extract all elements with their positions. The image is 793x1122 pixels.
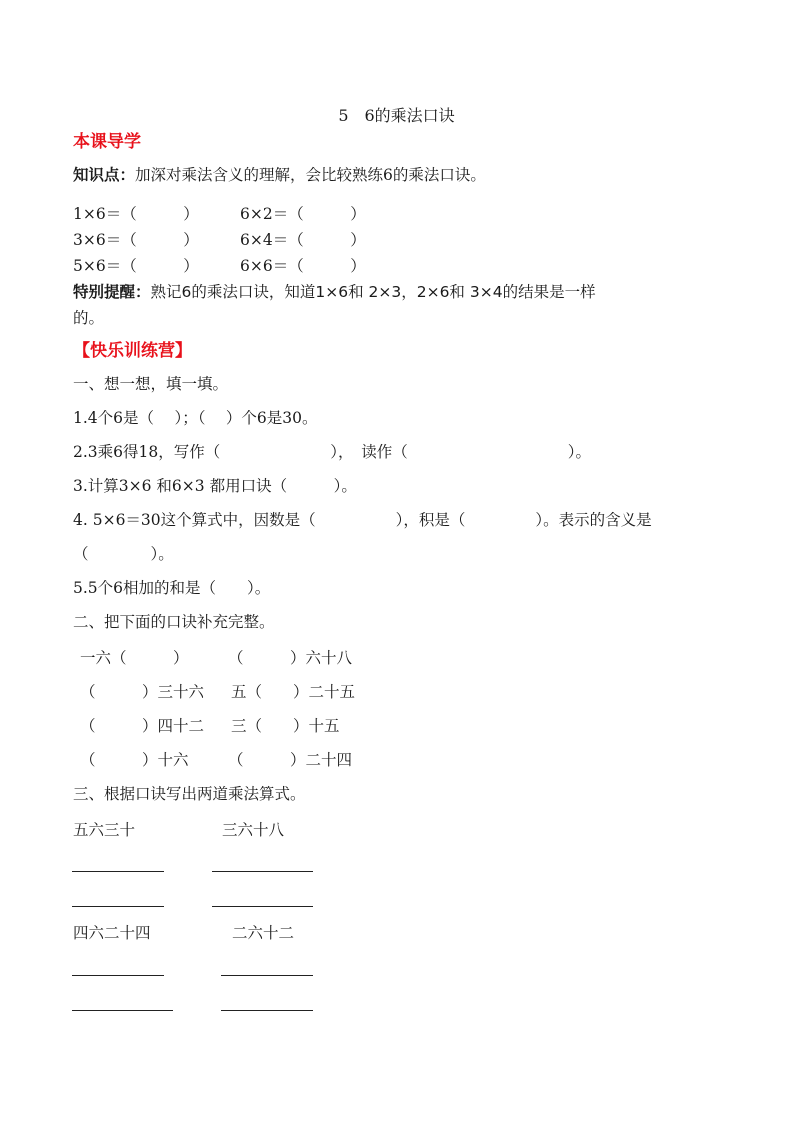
answer-line[interactable] <box>212 871 313 872</box>
rhyme-left-1: 五六三十 <box>73 821 136 839</box>
answer-line[interactable] <box>212 906 313 907</box>
answer-line[interactable] <box>72 906 164 907</box>
q4-part-a: 4. 5×6＝30这个算式中，因数是（ <box>73 511 316 529</box>
training-heading: 【快乐训练营】 <box>73 341 192 361</box>
question-5: 5.5个6相加的和是（ ）。 <box>73 579 271 597</box>
equation-right-2: 6×4＝（ ） <box>240 231 366 249</box>
section3-title: 三、根据口诀写出两道乘法算式。 <box>73 785 306 803</box>
equation-left-2: 3×6＝（ ） <box>73 231 199 249</box>
q4-part-c: ）。表示的含义是 <box>535 511 652 529</box>
knowledge-label: 知识点： <box>73 166 136 184</box>
verse-right-3: 三（ ）十五 <box>231 717 340 735</box>
q2-part-a: 2.3乘6得18，写作（ <box>73 443 221 461</box>
question-2 <box>73 440 591 462</box>
answer-line[interactable] <box>221 975 313 976</box>
reminder-text: 熟记6的乘法口诀，知道1×6和 2×3，2×6和 3×4的结果是一样 <box>150 283 596 301</box>
page-title: 5 6的乘法口诀 <box>338 106 455 125</box>
verse-right-2: 五（ ）二十五 <box>231 683 356 701</box>
verse-left-4: （ ）十六 <box>80 751 189 769</box>
q2-part-c: ）。 <box>567 443 592 461</box>
verse-left-1: 一六（ ） <box>80 649 189 667</box>
equation-left-1: 1×6＝（ ） <box>73 205 199 223</box>
question-4-cont: （ ）。 <box>73 545 174 563</box>
knowledge-point <box>73 163 486 185</box>
q2-part-b: ）， 读作（ <box>330 443 408 461</box>
guide-heading: 本课导学 <box>73 132 141 152</box>
equation-right-3: 6×6＝（ ） <box>240 257 366 275</box>
special-reminder <box>73 280 596 302</box>
answer-line[interactable] <box>72 975 164 976</box>
equation-left-3: 5×6＝（ ） <box>73 257 199 275</box>
answer-line[interactable] <box>72 1010 173 1011</box>
verse-right-4: （ ）二十四 <box>228 751 353 769</box>
question-4 <box>73 508 652 530</box>
equation-right-1: 6×2＝（ ） <box>240 205 366 223</box>
question-3: 3.计算3×6 和6×3 都用口诀（ ）。 <box>73 477 357 495</box>
rhyme-right-1: 三六十八 <box>222 821 285 839</box>
reminder-text-cont: 的。 <box>73 309 105 327</box>
question-1: 1.4个6是（ ）；（ ）个6是30。 <box>73 409 318 427</box>
reminder-label: 特别提醒： <box>73 283 151 301</box>
section1-title: 一、想一想，填一填。 <box>73 375 229 393</box>
q4-part-b: ），积是（ <box>395 511 466 529</box>
section2-title: 二、把下面的口诀补充完整。 <box>73 613 275 631</box>
verse-left-3: （ ）四十二 <box>80 717 205 735</box>
knowledge-text: 加深对乘法含义的理解，会比较熟练6的乘法口诀。 <box>135 166 486 184</box>
rhyme-right-2: 二六十二 <box>232 924 295 942</box>
verse-right-1: （ ）六十八 <box>228 649 353 667</box>
rhyme-left-2: 四六二十四 <box>73 924 151 942</box>
answer-line[interactable] <box>72 871 164 872</box>
verse-left-2: （ ）三十六 <box>80 683 205 701</box>
answer-line[interactable] <box>221 1010 313 1011</box>
